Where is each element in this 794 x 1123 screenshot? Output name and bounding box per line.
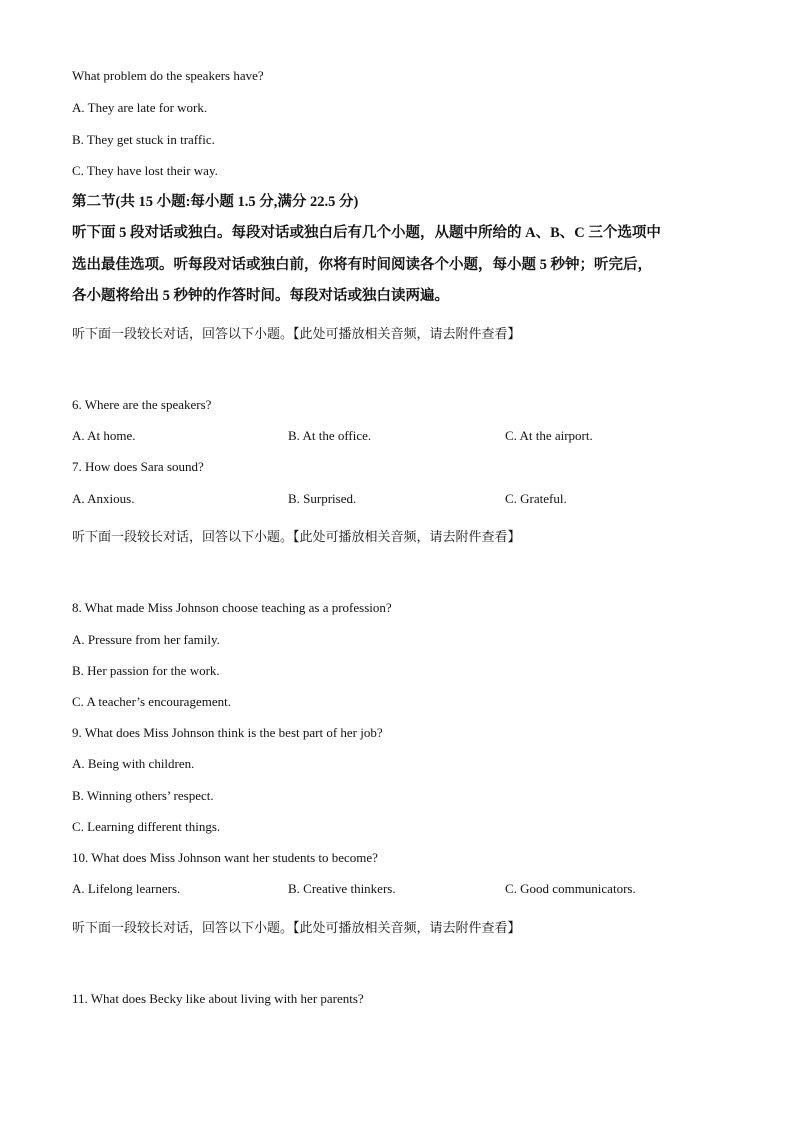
question-7-option-b: B. Surprised. [288,491,357,506]
question-9-option-b: B. Winning others’ respect. [72,788,214,803]
question-6-text: 6. Where are the speakers? [72,397,212,412]
question-9-text: 9. What does Miss Johnson think is the best part of her job? [72,725,383,740]
question-6-option-c: C. At the airport. [505,428,593,443]
question-10-option-b: B. Creative thinkers. [288,881,396,896]
question-10-text: 10. What does Miss Johnson want her students to become? [72,850,378,865]
section-2-heading: 第二节(共 15 小题:每小题 1.5 分,满分 22.5 分) [72,194,359,210]
section-2-instruction-line-2: 选出最佳选项。听每段对话或独白前，你将有时间阅读各个小题，每小题 5 秒钟；听完后， [72,257,652,273]
question-9-option-a: A. Being with children. [72,756,195,771]
question-5-option-a: A. They are late for work. [72,100,208,115]
question-11-text: 11. What does Becky like about living with her parents? [72,991,364,1006]
section-2-instruction-line-1: 听下面 5 段对话或独白。每段对话或独白后有几个小题，从题中所给的 A、B、C 三个选项中 [72,225,661,241]
listening-note-1: 听下面一段较长对话，回答以下小题。【此处可播放相关音频，请去附件查看】 [72,326,521,341]
question-5-text: What problem do the speakers have? [72,68,264,83]
question-6-option-a: A. At home. [72,428,136,443]
listening-note-2: 听下面一段较长对话，回答以下小题。【此处可播放相关音频，请去附件查看】 [72,529,521,544]
question-7-option-a: A. Anxious. [72,491,135,506]
question-7-text: 7. How does Sara sound? [72,459,204,474]
question-6-option-b: B. At the office. [288,428,372,443]
question-8-option-a: A. Pressure from her family. [72,632,220,647]
question-8-option-b: B. Her passion for the work. [72,663,220,678]
question-9-option-c: C. Learning different things. [72,819,221,834]
question-8-option-c: C. A teacher’s encouragement. [72,694,231,709]
listening-note-3: 听下面一段较长对话，回答以下小题。【此处可播放相关音频，请去附件查看】 [72,920,521,935]
question-10-option-c: C. Good communicators. [505,881,636,896]
question-5-option-c: C. They have lost their way. [72,163,218,178]
question-5-option-b: B. They get stuck in traffic. [72,132,215,147]
question-8-text: 8. What made Miss Johnson choose teaching as a profession? [72,600,392,615]
question-7-option-c: C. Grateful. [505,491,567,506]
question-10-option-a: A. Lifelong learners. [72,881,181,896]
section-2-instruction-line-3: 各小题将给出 5 秒钟的作答时间。每段对话或独白读两遍。 [72,288,449,304]
